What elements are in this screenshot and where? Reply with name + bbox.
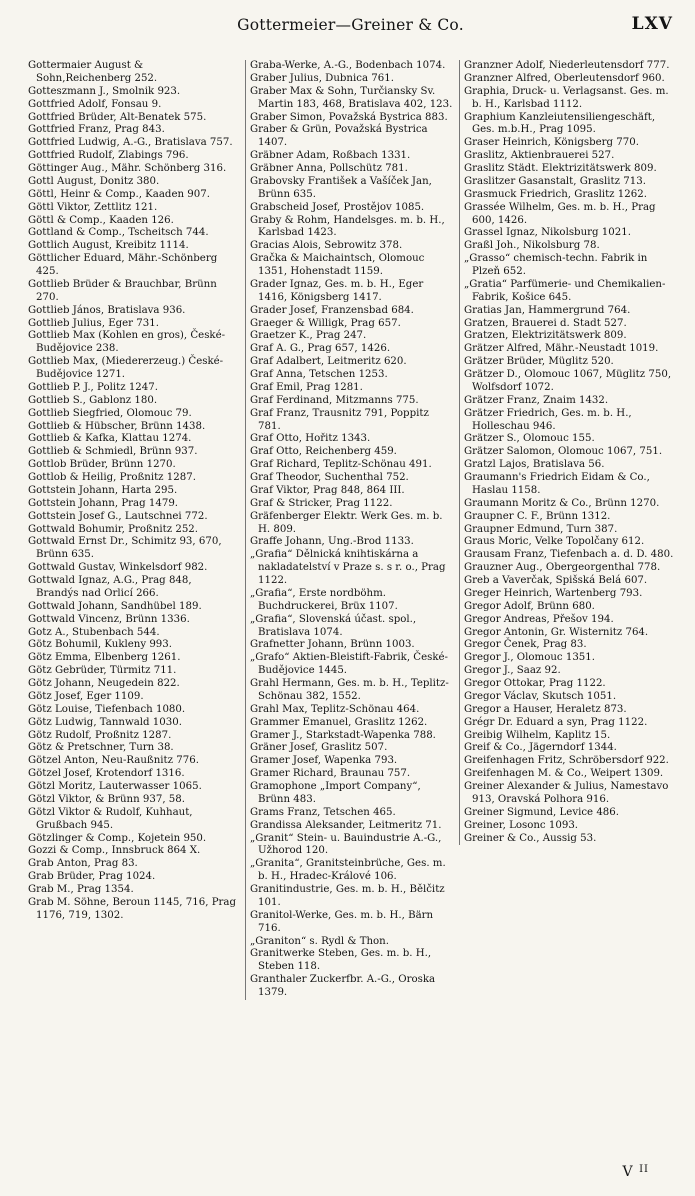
directory-entry: Grauzner Aug., Obergeorgenthal 778. bbox=[464, 562, 661, 574]
directory-entry: Gramer Josef, Wapenka 793. bbox=[250, 755, 398, 767]
directory-entry: Gregor Andreas, Přešov 194. bbox=[464, 613, 614, 625]
directory-entry: Gratzl Lajos, Bratislava 56. bbox=[464, 459, 605, 471]
directory-entry: Graf Viktor, Prag 848, 864 III. bbox=[250, 484, 405, 496]
directory-entry: Grafnetter Johann, Brünn 1003. bbox=[250, 639, 415, 651]
directory-entry: Graupner Edmund, Turn 387. bbox=[464, 523, 618, 535]
directory-entry: Grab Brüder, Prag 1024. bbox=[28, 871, 156, 883]
directory-entry: Graba-Werke, A.-G., Bodenbach 1074. bbox=[250, 60, 446, 71]
directory-entry: Graf Franz, Trausnitz 791, Poppitz 781. bbox=[250, 407, 429, 432]
directory-entry: Grab Anton, Prag 83. bbox=[28, 858, 138, 870]
directory-entry: „Grafia“ Dělnická knihtiskárna a nakladatelství v Praze s. s r. o., Prag 1122. bbox=[250, 549, 446, 586]
directory-entry: Grätzer D., Olomouc 1067, Müglitz 750, Wolfsdorf 1072. bbox=[464, 369, 672, 393]
directory-entry: Göttl & Comp., Kaaden 126. bbox=[28, 214, 174, 226]
signature-letter: V bbox=[622, 1164, 634, 1180]
directory-entry: Graphium Kanzleiutensiliengeschäft, Ges. m.b.H., Prag 1095. bbox=[464, 111, 656, 136]
directory-entry: Graby & Rohm, Handelsges. m. b. H., Karlsbad 1423. bbox=[250, 214, 445, 239]
directory-entry: Gregor Čenek, Prag 83. bbox=[464, 639, 587, 651]
directory-entry: Grader Josef, Franzensbad 684. bbox=[250, 304, 414, 316]
directory-entry: Graf Otto, Reichenberg 459. bbox=[250, 446, 397, 458]
directory-entry: Grams Franz, Tetschen 465. bbox=[250, 806, 396, 818]
directory-entry: Gratzen, Elektrizitätswerk 809. bbox=[464, 330, 627, 342]
directory-entry: Granzner Alfred, Oberleutensdorf 960. bbox=[464, 72, 665, 84]
directory-entry: Graber Max & Sohn, Turčiansky Sv. Martin 183, 468, Bratislava 402, 123. bbox=[250, 85, 453, 110]
directory-entry: Greif & Co., Jägerndorf 1344. bbox=[464, 742, 617, 754]
directory-entry: Grätzer Friedrich, Ges. m. b. H., Holleschau 946. bbox=[464, 407, 632, 432]
directory-entry: Greifenhagen M. & Co., Weipert 1309. bbox=[464, 768, 664, 780]
directory-entry: Göttl Viktor, Zettlitz 121. bbox=[28, 201, 158, 213]
directory-entry: Gottfried Adolf, Fonsau 9. bbox=[28, 98, 162, 110]
column-middle bbox=[245, 60, 453, 1000]
directory-entry: Gottlieb P. J., Politz 1247. bbox=[28, 381, 158, 393]
directory-entry: Götz Rudolf, Proßnitz 1287. bbox=[28, 729, 172, 741]
directory-entry: Gregor Adolf, Brünn 680. bbox=[464, 600, 595, 612]
directory-entry: Graf Otto, Hořitz 1343. bbox=[250, 433, 371, 445]
directory-entry: Graf Adalbert, Leitmeritz 620. bbox=[250, 356, 407, 368]
directory-entry: Greiner, Losonc 1093. bbox=[464, 819, 579, 831]
page-number: LXV bbox=[631, 14, 673, 34]
directory-entry: Gottwald Johann, Sandhübel 189. bbox=[28, 600, 202, 612]
directory-entry: Gottfried Brüder, Alt-Benatek 575. bbox=[28, 111, 207, 123]
directory-entry: Graphia, Druck- u. Verlagsanst. Ges. m. b. H., Karlsbad 1112. bbox=[464, 85, 669, 110]
directory-entry: Götzel Josef, Krotendorf 1316. bbox=[28, 768, 185, 780]
directory-entry: Gottlieb Julius, Eger 731. bbox=[28, 317, 159, 329]
directory-entry: Granitol-Werke, Ges. m. b. H., Bärn 716. bbox=[250, 909, 434, 934]
directory-entry: Götz Emma, Elbenberg 1261. bbox=[28, 652, 181, 664]
column-right bbox=[459, 60, 676, 845]
directory-entry: Gračka & Maichaintsch, Olomouc 1351, Hohenstadt 1159. bbox=[250, 253, 425, 277]
directory-entry: Gottlieb & Hübscher, Brünn 1438. bbox=[28, 420, 206, 432]
directory-entry: Grader Ignaz, Ges. m. b. H., Eger 1416, Königsberg 1417. bbox=[250, 278, 424, 303]
directory-entry: Gottlieb Max (Kohlen en gros), České-Budějovice 238. bbox=[28, 330, 226, 355]
directory-entry: Gotteszmann J., Smolnik 923. bbox=[28, 85, 181, 97]
signature-number: II bbox=[639, 1164, 649, 1175]
directory-entry: Graf & Stricker, Prag 1122. bbox=[250, 497, 393, 509]
directory-entry: Grassée Wilhelm, Ges. m. b. H., Prag 600, 1426. bbox=[464, 201, 656, 226]
directory-entry: Gotz A., Stubenbach 544. bbox=[28, 626, 160, 638]
directory-entry: Granitindustrie, Ges. m. b. H., Bělčitz 101. bbox=[250, 884, 445, 908]
directory-entry: Gramer J., Starkstadt-Wapenka 788. bbox=[250, 729, 436, 741]
directory-entry: Greiner Sigmund, Levice 486. bbox=[464, 806, 619, 818]
directory-entry: Greger Heinrich, Wartenberg 793. bbox=[464, 587, 643, 599]
directory-entry: Gräbner Anna, Pollschütz 781. bbox=[250, 163, 408, 174]
directory-entry: Gottstein Johann, Prag 1479. bbox=[28, 497, 179, 509]
directory-entry: „Graniton“ s. Rydl & Thon. bbox=[250, 935, 389, 947]
directory-entry: Gottfried Franz, Prag 843. bbox=[28, 124, 165, 136]
directory-entry: Gregor J., Saaz 92. bbox=[464, 665, 561, 677]
directory-entry: Graf Ferdinand, Mitzmanns 775. bbox=[250, 394, 419, 406]
directory-entry: Granitwerke Steben, Ges. m. b. H., Steben 118. bbox=[250, 948, 432, 973]
directory-entry: Gottland & Comp., Tscheitsch 744. bbox=[28, 227, 209, 239]
directory-entry: Graßl Joh., Nikolsburg 78. bbox=[464, 240, 600, 252]
directory-entry: Gottstein Johann, Harta 295. bbox=[28, 484, 178, 496]
directory-entry: Gottfried Rudolf, Zlabings 796. bbox=[28, 150, 189, 162]
directory-entry: Grausam Franz, Tiefenbach a. d. D. 480. bbox=[464, 549, 674, 561]
directory-entry: Götz Josef, Eger 1109. bbox=[28, 690, 144, 702]
directory-entry: Götz Louise, Tiefenbach 1080. bbox=[28, 703, 186, 715]
directory-entry: Gottwald Ernst Dr., Schimitz 93, 670, Brünn 635. bbox=[28, 536, 222, 561]
directory-entry: Gräbner Adam, Roßbach 1331. bbox=[250, 150, 411, 162]
directory-entry: Grätzer Salomon, Olomouc 1067, 751. bbox=[464, 446, 663, 458]
directory-entry: Graf Anna, Tetschen 1253. bbox=[250, 369, 388, 380]
directory-entry: Gottlieb János, Bratislava 936. bbox=[28, 304, 186, 316]
directory-entry: Graber & Grün, Považská Bystrica 1407. bbox=[250, 124, 428, 149]
directory-entry: Götz Johann, Neugedein 822. bbox=[28, 678, 180, 689]
directory-entry: Grätzer Alfred, Mähr.-Neustadt 1019. bbox=[464, 343, 659, 355]
directory-entry: Gottlieb Siegfried, Olomouc 79. bbox=[28, 407, 192, 419]
directory-entry: Graber Julius, Dubnica 761. bbox=[250, 72, 394, 84]
directory-entry: Graf Theodor, Suchenthal 752. bbox=[250, 472, 409, 483]
directory-entry: Gräfenberger Elektr. Werk Ges. m. b. H. 809. bbox=[250, 510, 443, 535]
directory-entry: Graslitz, Aktienbrauerei 527. bbox=[464, 150, 615, 162]
directory-entry: Gottwald Bohumir, Proßnitz 252. bbox=[28, 523, 199, 535]
directory-entry: Gregor Ottokar, Prag 1122. bbox=[464, 678, 606, 689]
directory-entry: Grammer Emanuel, Graslitz 1262. bbox=[250, 716, 428, 728]
directory-entry: Greifenhagen Fritz, Schröbersdorf 922. bbox=[464, 755, 669, 767]
directory-entry: Grabscheid Josef, Prostějov 1085. bbox=[250, 201, 425, 213]
directory-entry: Grab M., Prag 1354. bbox=[28, 884, 134, 895]
directory-entry: Grassel Ignaz, Nikolsburg 1021. bbox=[464, 227, 631, 239]
directory-entry: Grahl Hermann, Ges. m. b. H., Teplitz-Schönau 382, 1552. bbox=[250, 678, 449, 702]
directory-entry: Greibig Wilhelm, Kaplitz 15. bbox=[464, 729, 611, 741]
directory-entry: Gratzen, Brauerei d. Stadt 527. bbox=[464, 317, 627, 329]
directory-entry: Granzner Adolf, Niederleutensdorf 777. bbox=[464, 60, 670, 71]
directory-entry: Götz Gebrüder, Türmitz 711. bbox=[28, 665, 177, 677]
directory-entry: „Granit“ Stein- u. Bauindustrie A.-G., Užhorod 120. bbox=[250, 832, 442, 857]
directory-entry: Gottlob Brüder, Brünn 1270. bbox=[28, 459, 176, 471]
directory-entry: Götz Ludwig, Tannwald 1030. bbox=[28, 716, 182, 728]
directory-entry: Gottlieb S., Gablonz 180. bbox=[28, 394, 158, 406]
directory-entry: Gregor a Hauser, Heraletz 873. bbox=[464, 703, 627, 715]
directory-entry: Gottl August, Donitz 380. bbox=[28, 175, 160, 187]
directory-entry: „Grafo“ Aktien-Bleistift-Fabrik, České-Budějovice 1445. bbox=[250, 652, 448, 677]
directory-entry: Graser Heinrich, Königsberg 770. bbox=[464, 137, 639, 149]
directory-entry: Grätzer Franz, Znaim 1432. bbox=[464, 394, 609, 406]
directory-entry: Graslitzer Gasanstalt, Graslitz 713. bbox=[464, 175, 646, 187]
directory-entry: Götzl Moritz, Lauterwasser 1065. bbox=[28, 781, 202, 792]
directory-entry: Gottlob & Heilig, Proßnitz 1287. bbox=[28, 472, 196, 483]
directory-entry: Gottlieb Max, (Miedererzeug.) České-Budějovice 1271. bbox=[28, 356, 224, 380]
directory-entry: Granthaler Zuckerfbr. A.-G., Oroska 1379. bbox=[250, 974, 436, 998]
directory-entry: Gratias Jan, Hammergrund 764. bbox=[464, 304, 631, 316]
directory-entry: Gottermaier August & Sohn,Reichenberg 252. bbox=[28, 60, 158, 84]
directory-entry: Gottwald Ignaz, A.G., Prag 848, Brandýs nad Orlicí 266. bbox=[28, 575, 192, 599]
directory-entry: Gottstein Josef G., Lautschnei 772. bbox=[28, 510, 208, 522]
directory-entry: Göttl, Heinr & Comp., Kaaden 907. bbox=[28, 188, 210, 200]
directory-entry: Gottfried Ludwig, A.-G., Bratislava 757. bbox=[28, 137, 233, 149]
directory-entry: Graumann's Friedrich Eidam & Co., Haslau 1158. bbox=[464, 472, 650, 496]
directory-entry: Gottlieb Brüder & Brauchbar, Brünn 270. bbox=[28, 278, 217, 303]
directory-entry: Gramophone „Import Company“, Brünn 483. bbox=[250, 781, 421, 805]
directory-entry: Graumann Moritz & Co., Brünn 1270. bbox=[464, 497, 660, 509]
directory-entry: Grasmuck Friedrich, Graslitz 1262. bbox=[464, 188, 647, 200]
directory-entry: Gräner Josef, Graslitz 507. bbox=[250, 742, 388, 754]
directory-entry: Gregor Václav, Skutsch 1051. bbox=[464, 690, 617, 702]
directory-entry: „Grasso“ chemisch-techn. Fabrik in Plzeň 652. bbox=[464, 253, 648, 277]
directory-entry: Grab M. Söhne, Beroun 1145, 716, Prag 1176, 719, 1302. bbox=[28, 896, 237, 921]
directory-entry: Grandissa Aleksander, Leitmeritz 71. bbox=[250, 819, 442, 831]
directory-entry: Grabovsky František a Vašíček Jan, Brünn 635. bbox=[250, 175, 432, 200]
directory-entry: Götz Bohumil, Kukleny 993. bbox=[28, 639, 173, 651]
running-head-title: Gottermeier—Greiner & Co. bbox=[237, 16, 464, 34]
directory-entry: „Gratia“ Parfümerie- und Chemikalien-Fabrik, Košice 645. bbox=[464, 278, 666, 303]
directory-entry: Grahl Max, Teplitz-Schönau 464. bbox=[250, 703, 420, 715]
directory-entry: Gracias Alois, Sebrowitz 378. bbox=[250, 240, 403, 252]
directory-entry: Gottlieb & Kafka, Klattau 1274. bbox=[28, 433, 192, 445]
directory-entry: Götzl Viktor, & Brünn 937, 58. bbox=[28, 793, 185, 805]
directory-entry: Gottlich August, Kreibitz 1114. bbox=[28, 240, 189, 252]
directory-entry: Greiner Alexander & Julius, Namestavo 913, Oravská Polhora 916. bbox=[464, 781, 669, 805]
directory-entry: Gramer Richard, Braunau 757. bbox=[250, 768, 411, 780]
directory-entry: Graffe Johann, Ung.-Brod 1133. bbox=[250, 536, 414, 548]
directory-entry: Gregor J., Olomouc 1351. bbox=[464, 652, 596, 664]
directory-entry: Grätzer Brüder, Müglitz 520. bbox=[464, 356, 614, 368]
directory-entry: Greb a Vaverčak, Spišská Belá 607. bbox=[464, 575, 648, 586]
directory-entry: Grégr Dr. Eduard a syn, Prag 1122. bbox=[464, 716, 648, 728]
directory-entry: Götzl Viktor & Rudolf, Kuhhaut, Grußbach 945. bbox=[28, 806, 193, 831]
signature-mark bbox=[623, 1164, 649, 1180]
directory-entry: Graf A. G., Prag 657, 1426. bbox=[250, 343, 391, 355]
directory-entry: Graf Richard, Teplitz-Schönau 491. bbox=[250, 459, 432, 471]
directory-entry: Gozzi & Comp., Innsbruck 864 X. bbox=[28, 845, 201, 857]
directory-entry: Gottwald Vincenz, Brünn 1336. bbox=[28, 613, 190, 625]
directory-entry: Göttlicher Eduard, Mähr.-Schönberg 425. bbox=[28, 253, 218, 277]
directory-entry: „Grafia“, Erste nordböhm. Buchdruckerei, Brüx 1107. bbox=[250, 587, 398, 612]
directory-entry: Graupner C. F., Brünn 1312. bbox=[464, 510, 611, 522]
directory-entry: Graetzer K., Prag 247. bbox=[250, 330, 367, 342]
directory-columns bbox=[28, 60, 675, 1150]
directory-entry: „Grafia“, Slovenská účast. spol., Bratislava 1074. bbox=[250, 613, 417, 638]
page-header bbox=[28, 10, 673, 40]
column-left bbox=[28, 60, 236, 923]
directory-entry: Graslitz Städt. Elektrizitätswerk 809. bbox=[464, 163, 657, 174]
directory-entry: Gottlieb & Schmiedl, Brünn 937. bbox=[28, 446, 198, 458]
directory-entry: Graf Emil, Prag 1281. bbox=[250, 381, 363, 393]
directory-entry: Graber Simon, Považská Bystrica 883. bbox=[250, 111, 448, 123]
directory-entry: Grätzer S., Olomouc 155. bbox=[464, 433, 595, 445]
directory-entry: Gottwald Gustav, Winkelsdorf 982. bbox=[28, 562, 208, 574]
directory-entry: Götzlinger & Comp., Kojetein 950. bbox=[28, 832, 207, 844]
directory-entry: Göttinger Aug., Mähr. Schönberg 316. bbox=[28, 163, 227, 174]
directory-entry: „Granita“, Granitsteinbrüche, Ges. m. b. H., Hradec-Králové 106. bbox=[250, 858, 446, 883]
directory-entry: Gregor Antonin, Gr. Wisternitz 764. bbox=[464, 626, 649, 638]
directory-entry: Götz & Pretschner, Turn 38. bbox=[28, 742, 174, 754]
directory-entry: Graeger & Willigk, Prag 657. bbox=[250, 317, 401, 329]
directory-entry: Greiner & Co., Aussig 53. bbox=[464, 832, 597, 844]
directory-entry: Graus Moric, Velke Topolčany 612. bbox=[464, 536, 645, 548]
directory-entry: Götzel Anton, Neu-Raußnitz 776. bbox=[28, 755, 199, 767]
